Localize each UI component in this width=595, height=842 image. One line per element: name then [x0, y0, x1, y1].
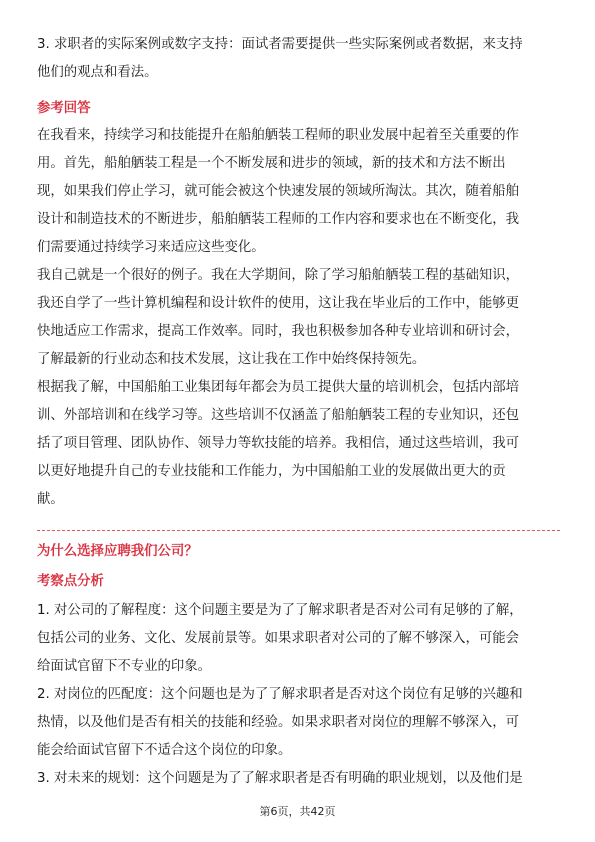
text-line: 他们的观点和看法。	[37, 65, 158, 80]
answer-paragraph	[37, 262, 561, 374]
text-line: 设计和制造技术的不断进步，船舶舾装工程师的工作内容和要求也在不断变化，我	[37, 212, 520, 227]
text-line: 热情，以及他们是否有相关的技能和经验。如果求职者对岗位的理解不够深入，可	[37, 715, 520, 730]
text-line: 3. 求职者的实际案例或数字支持：面试者需要提供一些实际案例或者数据，来支持	[37, 37, 523, 52]
text-line: 现，如果我们停止学习，就可能会被这个快速发展的领域所淘汰。其次，随着船舶	[37, 184, 520, 199]
text-line: 括了项目管理、团队协作、领导力等软技能的培养。我相信，通过这些培训，我可	[37, 436, 520, 451]
page-number-footer: 第6页，共42页	[259, 805, 336, 818]
text-line: 们需要通过持续学习来适应这些变化。	[37, 240, 265, 255]
answer-heading: 参考回答	[37, 101, 91, 116]
text-line: 以更好地提升自己的专业技能和工作能力，为中国船舶工业的发展做出更大的贡	[37, 464, 506, 479]
text-line: 3. 对未来的规划：这个问题是为了了解求职者是否有明确的职业规划，以及他们是	[37, 771, 523, 786]
text-line: 了解最新的行业动态和技术发展，这让我在工作中始终保持领先。	[37, 352, 426, 367]
text-line: 给面试官留下不专业的印象。	[37, 659, 212, 674]
text-line: 训、外部培训和在线学习等。这些培训不仅涵盖了船舶舾装工程的专业知识，还包	[37, 408, 520, 423]
text-line: 1. 对公司的了解程度：这个问题主要是为了了解求职者是否对公司有足够的了解，	[37, 603, 523, 618]
analysis-item	[37, 765, 561, 793]
text-line: 在我看来，持续学习和技能提升在船舶舾装工程师的职业发展中起着至关重要的作	[37, 128, 520, 143]
q3-item	[37, 31, 561, 87]
question-title: 为什么选择应聘我们公司？	[37, 544, 198, 559]
answer-paragraph	[37, 122, 561, 262]
text-line: 用。首先，船舶舾装工程是一个不断发展和进步的领域，新的技术和方法不断出	[37, 156, 506, 171]
text-line: 我还自学了一些计算机编程和设计软件的使用，这让我在毕业后的工作中，能够更	[37, 296, 520, 311]
analysis-item	[37, 597, 561, 681]
text-line: 献。	[37, 492, 64, 507]
text-line: 2. 对岗位的匹配度：这个问题也是为了了解求职者是否对这个岗位有足够的兴趣和	[37, 687, 523, 702]
text-line: 包括公司的业务、文化、发展前景等。如果求职者对公司的了解不够深入，可能会	[37, 631, 520, 646]
answer-paragraph	[37, 374, 561, 514]
text-line: 根据我了解，中国船舶工业集团每年都会为员工提供大量的培训机会，包括内部培	[37, 380, 520, 395]
text-line: 能会给面试官留下不适合这个岗位的印象。	[37, 743, 292, 758]
text-line: 快地适应工作需求，提高工作效率。同时，我也积极参加各种专业培训和研讨会，	[37, 324, 520, 339]
text-line: 我自己就是一个很好的例子。我在大学期间，除了学习船舶舾装工程的基础知识，	[37, 268, 520, 283]
analysis-heading: 考察点分析	[37, 574, 104, 589]
section-divider	[37, 530, 560, 531]
analysis-item	[37, 681, 561, 765]
